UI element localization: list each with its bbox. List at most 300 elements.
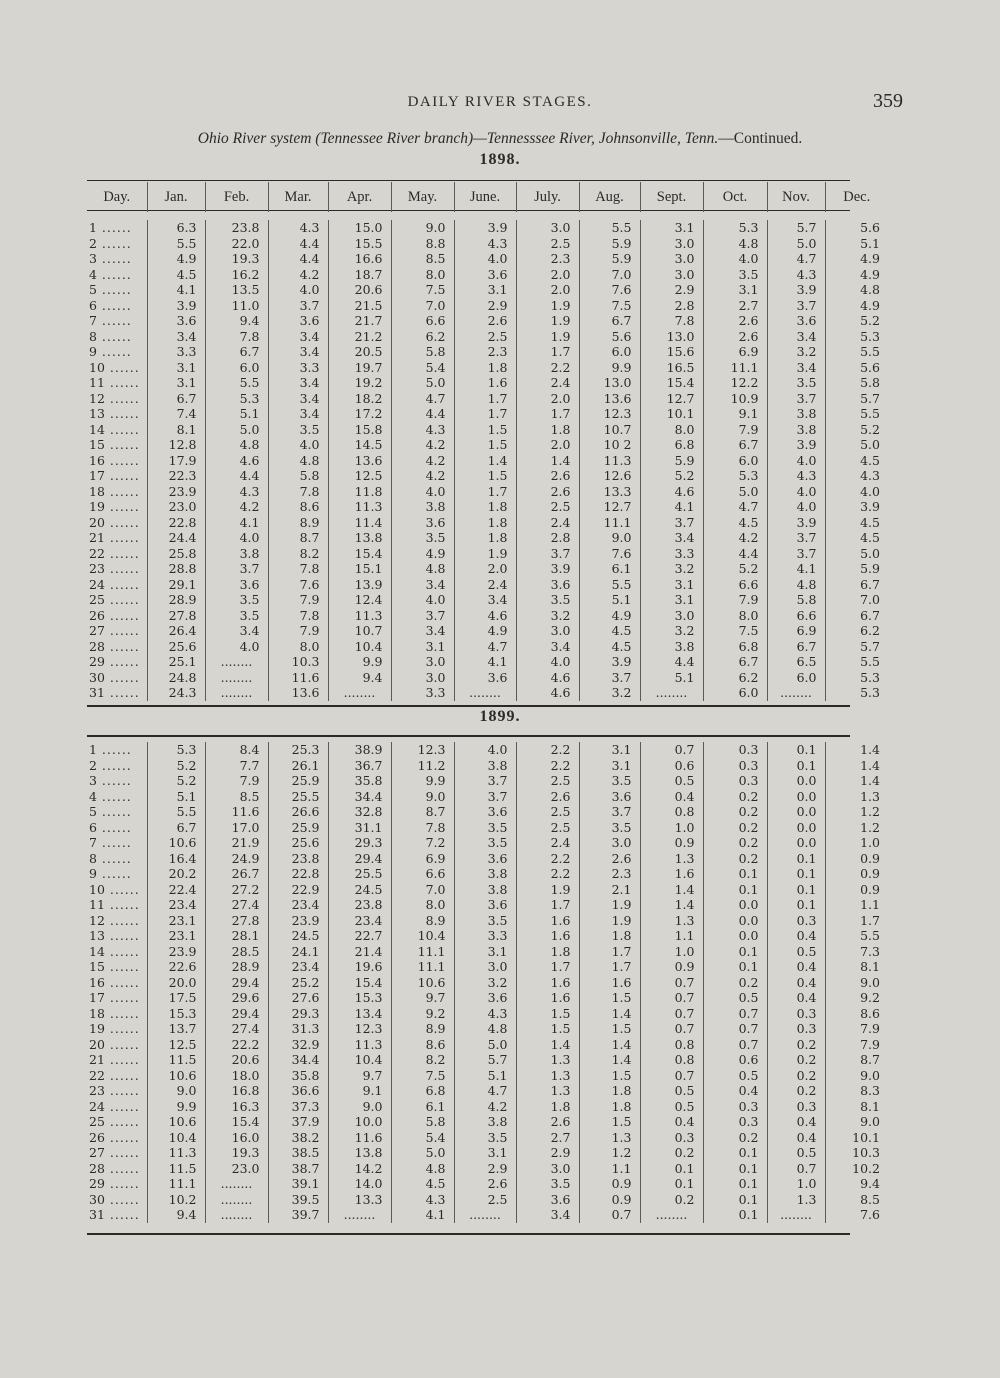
stage-value: 10.6 <box>147 1114 205 1130</box>
stage-value: 16.0 <box>205 1130 268 1146</box>
stage-value: 0.1 <box>767 742 825 758</box>
day-cell <box>87 608 147 624</box>
table-row <box>87 944 888 960</box>
stage-value: 23.0 <box>147 499 205 515</box>
day-number: 25 <box>89 592 105 607</box>
stage-value: 3.6 <box>147 313 205 329</box>
day-cell <box>87 639 147 655</box>
stage-value: 3.6 <box>454 851 516 867</box>
stage-value: 0.3 <box>703 758 767 774</box>
leader-dots: ...... <box>104 990 140 1005</box>
stage-value: 0.7 <box>703 1037 767 1053</box>
stage-value: 37.9 <box>268 1114 328 1130</box>
stage-value: 0.1 <box>703 866 767 882</box>
stage-value: 21.4 <box>328 944 391 960</box>
table-row <box>87 1052 888 1068</box>
stage-value: 24.4 <box>147 530 205 546</box>
stage-value: 3.5 <box>767 375 825 391</box>
leader-dots: ...... <box>104 1129 140 1145</box>
stage-value: 5.1 <box>205 406 268 422</box>
leader-dots: ...... <box>104 421 140 437</box>
empty-cell: ........ <box>640 685 703 701</box>
stage-value: 0.2 <box>703 975 767 991</box>
stage-value: 3.9 <box>147 298 205 314</box>
day-number: 26 <box>89 1129 105 1145</box>
stage-value: 27.4 <box>205 1021 268 1037</box>
stage-value: 25.5 <box>268 789 328 805</box>
stage-value: 10.2 <box>825 1161 888 1177</box>
stage-value: 4.4 <box>703 546 767 562</box>
stage-value: 1.4 <box>579 1006 640 1022</box>
stage-value: 8.7 <box>825 1052 888 1068</box>
day-number: 7 <box>89 835 97 850</box>
day-cell <box>87 1083 147 1099</box>
stage-value: 4.2 <box>454 1099 516 1115</box>
stage-value: 0.1 <box>703 944 767 960</box>
day-number: 19 <box>89 499 105 514</box>
day-cell <box>87 944 147 960</box>
day-number: 21 <box>89 1052 105 1067</box>
stage-value: 3.5 <box>579 773 640 789</box>
stage-value: 4.0 <box>205 530 268 546</box>
stage-value: 9.0 <box>391 789 454 805</box>
stage-value: 3.0 <box>640 251 703 267</box>
stage-value: 6.6 <box>703 577 767 593</box>
stage-value: 11.3 <box>579 453 640 469</box>
stage-value: 16.4 <box>147 851 205 867</box>
leader-dots: ...... <box>104 638 140 654</box>
stage-value: 13.8 <box>328 1145 391 1161</box>
stage-value: 2.2 <box>516 866 579 882</box>
stage-value: 3.7 <box>454 773 516 789</box>
leader-dots: ...... <box>104 881 140 897</box>
stage-value: 22.8 <box>147 515 205 531</box>
stage-value: 5.0 <box>703 484 767 500</box>
stage-value: 8.7 <box>391 804 454 820</box>
day-cell <box>87 375 147 391</box>
column-header: Oct. <box>703 182 767 212</box>
stage-value: 6.0 <box>767 670 825 686</box>
stage-value: 1.6 <box>516 913 579 929</box>
stage-value: 4.8 <box>268 453 328 469</box>
stage-value: 32.9 <box>268 1037 328 1053</box>
stage-value: 0.7 <box>640 742 703 758</box>
table-row <box>87 897 888 913</box>
stage-value: 11.1 <box>391 944 454 960</box>
stage-value: 6.8 <box>640 437 703 453</box>
stage-value: 39.7 <box>268 1207 328 1223</box>
day-cell <box>87 499 147 515</box>
leader-dots: ...... <box>104 959 140 974</box>
table-row <box>87 1099 888 1115</box>
stage-value: 9.0 <box>579 530 640 546</box>
stage-value: 24.5 <box>268 928 328 944</box>
day-number: 24 <box>89 1098 105 1114</box>
day-number: 20 <box>89 514 105 530</box>
table-row <box>87 990 888 1006</box>
stage-value: 1.5 <box>454 437 516 453</box>
table-row <box>87 546 888 562</box>
stage-value: 8.1 <box>825 959 888 975</box>
stage-value: 9.9 <box>147 1099 205 1115</box>
stage-value: 1.0 <box>640 820 703 836</box>
day-number: 26 <box>89 607 105 623</box>
stage-value: 9.0 <box>825 1068 888 1084</box>
stage-value: 3.5 <box>205 592 268 608</box>
stage-value: 7.3 <box>825 944 888 960</box>
table-row <box>87 608 888 624</box>
stage-value: 7.6 <box>825 1207 888 1223</box>
stage-value: 22.8 <box>268 866 328 882</box>
stage-value: 7.9 <box>825 1021 888 1037</box>
stage-value: 0.2 <box>767 1068 825 1084</box>
table-row <box>87 406 888 422</box>
day-cell <box>87 1130 147 1146</box>
stage-value: 7.9 <box>205 773 268 789</box>
stage-value: 4.2 <box>391 453 454 469</box>
stage-value: 0.4 <box>640 1114 703 1130</box>
stage-value: 3.2 <box>579 685 640 701</box>
stage-value: 7.9 <box>268 623 328 639</box>
stage-value: 3.2 <box>640 623 703 639</box>
day-number: 14 <box>89 421 105 437</box>
stage-value: 4.5 <box>825 453 888 469</box>
table-row <box>87 685 888 701</box>
table-row <box>87 437 888 453</box>
day-number: 2 <box>89 757 97 773</box>
stage-value: 4.7 <box>703 499 767 515</box>
stage-value: 16.5 <box>640 360 703 376</box>
stage-value: 20.6 <box>328 282 391 298</box>
day-cell <box>87 820 147 836</box>
stage-value: 2.4 <box>516 515 579 531</box>
table-row <box>87 298 888 314</box>
stage-value: 5.2 <box>640 468 703 484</box>
stage-value: 4.0 <box>391 484 454 500</box>
stage-value: 10.2 <box>147 1192 205 1208</box>
stage-value: 2.6 <box>579 851 640 867</box>
day-number: 13 <box>89 928 105 943</box>
empty-cell: ........ <box>205 1176 268 1192</box>
leader-dots: ...... <box>104 1207 140 1222</box>
stage-value: 17.5 <box>147 990 205 1006</box>
stage-value: 4.2 <box>703 530 767 546</box>
day-cell <box>87 685 147 701</box>
stage-value: 4.3 <box>454 236 516 252</box>
stage-value: 5.3 <box>703 468 767 484</box>
stage-value: 9.9 <box>391 773 454 789</box>
day-cell <box>87 468 147 484</box>
stage-value: 13.3 <box>328 1192 391 1208</box>
stage-value: 4.8 <box>767 577 825 593</box>
stage-value: 3.0 <box>516 1161 579 1177</box>
stage-value: 4.0 <box>767 499 825 515</box>
stage-value: 9.2 <box>391 1006 454 1022</box>
stage-value: 2.0 <box>516 267 579 283</box>
stage-value: 38.7 <box>268 1161 328 1177</box>
stage-value: 19.3 <box>205 1145 268 1161</box>
stage-value: 23.1 <box>147 913 205 929</box>
stage-value: 13.0 <box>640 329 703 345</box>
stage-value: 0.1 <box>767 897 825 913</box>
stage-value: 5.3 <box>825 329 888 345</box>
stage-value: 3.9 <box>579 654 640 670</box>
stage-value: 1.6 <box>640 866 703 882</box>
stage-value: 3.1 <box>640 592 703 608</box>
stage-value: 10.4 <box>391 928 454 944</box>
stage-value: 22.9 <box>268 882 328 898</box>
stage-value: 2.2 <box>516 742 579 758</box>
table-row <box>87 453 888 469</box>
day-cell <box>87 406 147 422</box>
table-row <box>87 391 888 407</box>
stage-value: 23.9 <box>268 913 328 929</box>
stage-value: 25.9 <box>268 820 328 836</box>
stage-value: 4.9 <box>825 267 888 283</box>
stage-value: 0.3 <box>640 1130 703 1146</box>
stage-value: 5.3 <box>825 670 888 686</box>
stage-value: 2.6 <box>703 329 767 345</box>
stage-value: 7.0 <box>579 267 640 283</box>
day-cell <box>87 789 147 805</box>
stage-value: 29.4 <box>328 851 391 867</box>
stage-value: 0.1 <box>703 1161 767 1177</box>
stage-value: 4.0 <box>454 251 516 267</box>
stage-value: 35.8 <box>328 773 391 789</box>
stage-value: 5.1 <box>454 1068 516 1084</box>
stage-value: 4.3 <box>454 1006 516 1022</box>
stage-value: 23.1 <box>147 928 205 944</box>
table-row <box>87 913 888 929</box>
stage-value: 23.9 <box>147 484 205 500</box>
stage-value: 0.2 <box>703 851 767 867</box>
stage-value: 8.0 <box>703 608 767 624</box>
stage-value: 36.7 <box>328 758 391 774</box>
leader-dots: ...... <box>96 313 132 328</box>
stage-value: 0.5 <box>640 773 703 789</box>
stage-value: 5.5 <box>147 804 205 820</box>
stage-value: 1.4 <box>825 773 888 789</box>
day-cell <box>87 592 147 608</box>
leader-dots: ...... <box>104 654 140 669</box>
stage-value: 0.1 <box>703 882 767 898</box>
stage-value: 1.7 <box>516 406 579 422</box>
header-top-rule <box>87 180 850 181</box>
stage-value: 15.1 <box>328 561 391 577</box>
stage-value: 1.3 <box>767 1192 825 1208</box>
day-number: 22 <box>89 545 105 561</box>
stage-value: 0.3 <box>703 742 767 758</box>
stage-value: 1.6 <box>516 928 579 944</box>
day-number: 9 <box>89 344 97 359</box>
stage-value: 4.0 <box>268 282 328 298</box>
leader-dots: ...... <box>96 835 132 850</box>
stage-value: 5.7 <box>767 220 825 236</box>
day-number: 3 <box>89 251 97 266</box>
stage-value: 4.5 <box>703 515 767 531</box>
stage-value: 4.1 <box>640 499 703 515</box>
stage-value: 5.1 <box>147 789 205 805</box>
stage-value: 3.9 <box>825 499 888 515</box>
column-header-row <box>87 182 888 212</box>
day-cell <box>87 577 147 593</box>
stage-value: 0.9 <box>825 882 888 898</box>
stage-value: 2.4 <box>516 835 579 851</box>
stage-value: 4.1 <box>454 654 516 670</box>
stage-value: 20.0 <box>147 975 205 991</box>
stage-value: 1.8 <box>579 928 640 944</box>
stage-value: 9.4 <box>825 1176 888 1192</box>
stage-value: 0.2 <box>767 1037 825 1053</box>
leader-dots: ...... <box>104 375 140 390</box>
stage-value: 5.2 <box>147 758 205 774</box>
stage-value: 23.8 <box>328 897 391 913</box>
day-number: 29 <box>89 654 105 669</box>
table-1899-top-rule <box>87 735 850 737</box>
stage-value: 0.7 <box>640 1068 703 1084</box>
table-row <box>87 1006 888 1022</box>
stage-value: 1.7 <box>454 406 516 422</box>
stage-value: 3.6 <box>454 267 516 283</box>
stage-value: 2.5 <box>454 1192 516 1208</box>
caption-italic: Ohio River system (Tennessee River branch)—Tennesssee River, Johnsonville, Tenn. <box>197 130 719 147</box>
stage-value: 0.0 <box>767 773 825 789</box>
day-cell <box>87 437 147 453</box>
stage-value: 39.5 <box>268 1192 328 1208</box>
stage-value: 29.1 <box>147 577 205 593</box>
stage-value: 20.2 <box>147 866 205 882</box>
stage-value: 4.3 <box>268 220 328 236</box>
stage-value: 2.5 <box>516 773 579 789</box>
stage-value: 1.5 <box>516 1021 579 1037</box>
day-number: 31 <box>89 685 105 700</box>
stage-value: 6.9 <box>703 344 767 360</box>
stage-value: 1.6 <box>516 975 579 991</box>
day-number: 28 <box>89 638 105 654</box>
stage-value: 7.0 <box>825 592 888 608</box>
stage-value: 3.1 <box>454 944 516 960</box>
stage-value: 15.8 <box>328 422 391 438</box>
stage-value: 14.2 <box>328 1161 391 1177</box>
stage-value: 6.9 <box>391 851 454 867</box>
stage-value: 3.0 <box>391 654 454 670</box>
stage-value: 5.8 <box>391 1114 454 1130</box>
stage-value: 3.8 <box>454 866 516 882</box>
day-number: 27 <box>89 1145 105 1160</box>
stage-value: 10 2 <box>579 437 640 453</box>
stage-value: 0.2 <box>703 1130 767 1146</box>
day-cell <box>87 975 147 991</box>
stage-value: 0.7 <box>579 1207 640 1223</box>
stage-value: 4.5 <box>579 623 640 639</box>
stage-value: 0.0 <box>703 897 767 913</box>
stage-value: 13.4 <box>328 1006 391 1022</box>
stage-value: 1.6 <box>579 975 640 991</box>
day-number: 16 <box>89 452 105 468</box>
day-number: 17 <box>89 468 105 483</box>
stage-value: 3.4 <box>268 391 328 407</box>
day-cell <box>87 1207 147 1223</box>
stage-value: 4.8 <box>825 282 888 298</box>
day-cell <box>87 670 147 686</box>
stage-value: 3.1 <box>454 282 516 298</box>
stage-value: 4.0 <box>454 742 516 758</box>
stage-value: 1.8 <box>579 1083 640 1099</box>
stage-value: 18.2 <box>328 391 391 407</box>
stage-value: 9.1 <box>328 1083 391 1099</box>
stage-value: 28.8 <box>147 561 205 577</box>
stage-value: 1.8 <box>454 499 516 515</box>
leader-dots: ...... <box>104 483 140 499</box>
stage-value: 5.9 <box>640 453 703 469</box>
stage-value: 3.5 <box>454 820 516 836</box>
empty-cell: ........ <box>205 1192 268 1208</box>
stage-value: 5.9 <box>579 236 640 252</box>
stage-value: 21.7 <box>328 313 391 329</box>
stage-value: 29.4 <box>205 1006 268 1022</box>
stage-value: 24.3 <box>147 685 205 701</box>
table-row <box>87 468 888 484</box>
day-number: 15 <box>89 959 105 974</box>
year-heading-1899: 1899. <box>479 708 521 725</box>
stage-value: 5.5 <box>825 406 888 422</box>
stage-value: 27.8 <box>205 913 268 929</box>
day-cell <box>87 773 147 789</box>
day-number: 23 <box>89 1083 105 1098</box>
stage-value: 16.6 <box>328 251 391 267</box>
day-number: 24 <box>89 576 105 592</box>
stage-value: 3.4 <box>640 530 703 546</box>
stage-value: 0.9 <box>640 959 703 975</box>
stage-value: 32.8 <box>328 804 391 820</box>
stage-value: 13.9 <box>328 577 391 593</box>
leader-dots: ...... <box>104 561 140 576</box>
day-cell <box>87 990 147 1006</box>
stage-value: 11.6 <box>205 804 268 820</box>
day-cell <box>87 422 147 438</box>
stage-value: 1.5 <box>579 1021 640 1037</box>
table-row <box>87 928 888 944</box>
stage-value: 2.5 <box>454 329 516 345</box>
stage-value: 38.5 <box>268 1145 328 1161</box>
stage-value: 1.3 <box>516 1052 579 1068</box>
stage-value: 0.4 <box>703 1083 767 1099</box>
day-number: 17 <box>89 990 105 1005</box>
day-cell <box>87 344 147 360</box>
stage-value: 19.7 <box>328 360 391 376</box>
stage-value: 14.0 <box>328 1176 391 1192</box>
stage-value: 9.9 <box>328 654 391 670</box>
stage-value: 3.7 <box>205 561 268 577</box>
table-row <box>87 592 888 608</box>
stage-value: 3.7 <box>767 298 825 314</box>
day-number: 6 <box>89 297 97 313</box>
stage-value: 12.6 <box>579 468 640 484</box>
table-row <box>87 1037 888 1053</box>
table-row <box>87 251 888 267</box>
table-row <box>87 422 888 438</box>
day-cell <box>87 515 147 531</box>
stage-value: 15.3 <box>147 1006 205 1022</box>
leader-dots: ...... <box>104 452 140 468</box>
stage-value: 3.4 <box>147 329 205 345</box>
stage-value: 2.7 <box>516 1130 579 1146</box>
stage-value: 4.3 <box>205 484 268 500</box>
stage-value: 1.3 <box>640 851 703 867</box>
table-row <box>87 1068 888 1084</box>
stage-value: 6.7 <box>825 577 888 593</box>
stage-value: 21.5 <box>328 298 391 314</box>
